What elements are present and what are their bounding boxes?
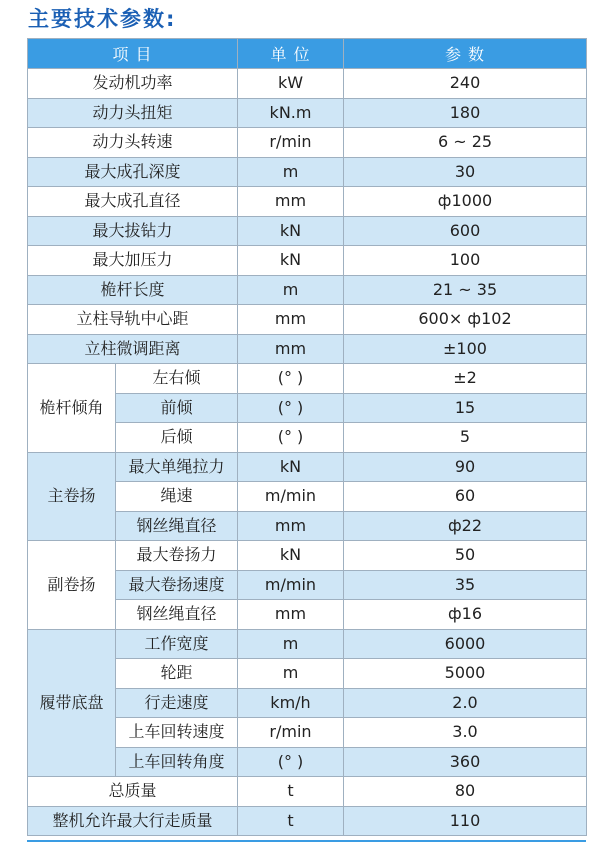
- table-row: [28, 128, 587, 158]
- param-unit: mm: [238, 187, 344, 217]
- param-value: 15: [344, 393, 587, 423]
- param-unit: kN: [238, 216, 344, 246]
- sub-param-label: 钢丝绳直径: [116, 600, 238, 630]
- sub-param-label: 后倾: [116, 423, 238, 453]
- table-row: [28, 364, 587, 394]
- table-row: [28, 334, 587, 364]
- table-header-row: [28, 39, 587, 69]
- param-unit: mm: [238, 600, 344, 630]
- sub-param-label: 最大单绳拉力: [116, 452, 238, 482]
- param-value: 2.0: [344, 688, 587, 718]
- param-unit: m: [238, 275, 344, 305]
- group-label: 主卷扬: [28, 452, 116, 541]
- param-value: 360: [344, 747, 587, 777]
- param-unit: m: [238, 659, 344, 689]
- param-unit: kN: [238, 541, 344, 571]
- sub-param-label: 最大卷扬速度: [116, 570, 238, 600]
- param-label: 动力头转速: [28, 128, 238, 158]
- header-value: 参 数: [344, 39, 587, 69]
- param-label: 总质量: [28, 777, 238, 807]
- param-label: 最大加压力: [28, 246, 238, 276]
- param-label: 桅杆长度: [28, 275, 238, 305]
- param-unit: kN: [238, 452, 344, 482]
- table-row: [28, 777, 587, 807]
- param-value: 21 ~ 35: [344, 275, 587, 305]
- param-value: ф1000: [344, 187, 587, 217]
- param-unit: r/min: [238, 718, 344, 748]
- param-label: 最大成孔深度: [28, 157, 238, 187]
- param-value: 50: [344, 541, 587, 571]
- param-value: 5: [344, 423, 587, 453]
- param-label: 动力头扭矩: [28, 98, 238, 128]
- param-value: 110: [344, 806, 587, 836]
- sub-param-label: 前倾: [116, 393, 238, 423]
- sub-param-label: 工作宽度: [116, 629, 238, 659]
- param-value: 30: [344, 157, 587, 187]
- param-value: 6 ~ 25: [344, 128, 587, 158]
- param-value: 35: [344, 570, 587, 600]
- param-unit: m/min: [238, 570, 344, 600]
- param-unit: mm: [238, 511, 344, 541]
- sub-param-label: 钢丝绳直径: [116, 511, 238, 541]
- param-label: 最大成孔直径: [28, 187, 238, 217]
- bottom-rule: [27, 840, 586, 842]
- group-label: 履带底盘: [28, 629, 116, 777]
- param-unit: m/min: [238, 482, 344, 512]
- param-label: 发动机功率: [28, 69, 238, 99]
- param-value: 600× ф102: [344, 305, 587, 335]
- table-row: [28, 806, 587, 836]
- param-value: 240: [344, 69, 587, 99]
- param-value: 80: [344, 777, 587, 807]
- param-unit: r/min: [238, 128, 344, 158]
- table-row: [28, 275, 587, 305]
- param-label: 立柱导轨中心距: [28, 305, 238, 335]
- param-unit: (° ): [238, 393, 344, 423]
- param-value: 90: [344, 452, 587, 482]
- sub-param-label: 最大卷扬力: [116, 541, 238, 571]
- param-unit: (° ): [238, 364, 344, 394]
- table-row: [28, 187, 587, 217]
- param-value: 5000: [344, 659, 587, 689]
- param-label: 立柱微调距离: [28, 334, 238, 364]
- param-unit: m: [238, 157, 344, 187]
- param-unit: t: [238, 806, 344, 836]
- param-unit: (° ): [238, 423, 344, 453]
- param-value: ±100: [344, 334, 587, 364]
- param-unit: (° ): [238, 747, 344, 777]
- param-value: 60: [344, 482, 587, 512]
- param-unit: kN.m: [238, 98, 344, 128]
- sub-param-label: 上车回转速度: [116, 718, 238, 748]
- spec-table: [27, 38, 587, 836]
- param-value: ±2: [344, 364, 587, 394]
- table-row: [28, 629, 587, 659]
- param-value: 6000: [344, 629, 587, 659]
- group-label: 桅杆倾角: [28, 364, 116, 453]
- param-label: 最大拔钻力: [28, 216, 238, 246]
- param-unit: kW: [238, 69, 344, 99]
- table-row: [28, 157, 587, 187]
- sub-param-label: 左右倾: [116, 364, 238, 394]
- sub-param-label: 绳速: [116, 482, 238, 512]
- param-value: ф22: [344, 511, 587, 541]
- group-label: 副卷扬: [28, 541, 116, 630]
- table-row: [28, 98, 587, 128]
- table-row: [28, 69, 587, 99]
- param-unit: km/h: [238, 688, 344, 718]
- param-unit: kN: [238, 246, 344, 276]
- table-row: [28, 246, 587, 276]
- param-label: 整机允许最大行走质量: [28, 806, 238, 836]
- param-unit: m: [238, 629, 344, 659]
- page-title: 主要技术参数:: [28, 7, 177, 31]
- param-value: 3.0: [344, 718, 587, 748]
- table-row: [28, 216, 587, 246]
- param-value: ф16: [344, 600, 587, 630]
- table-row: [28, 305, 587, 335]
- param-unit: mm: [238, 334, 344, 364]
- param-unit: t: [238, 777, 344, 807]
- param-value: 600: [344, 216, 587, 246]
- sub-param-label: 上车回转角度: [116, 747, 238, 777]
- sub-param-label: 轮距: [116, 659, 238, 689]
- param-unit: mm: [238, 305, 344, 335]
- param-value: 180: [344, 98, 587, 128]
- table-row: [28, 541, 587, 571]
- sub-param-label: 行走速度: [116, 688, 238, 718]
- param-value: 100: [344, 246, 587, 276]
- header-unit: 单 位: [238, 39, 344, 69]
- header-item: 项 目: [28, 39, 238, 69]
- table-row: [28, 452, 587, 482]
